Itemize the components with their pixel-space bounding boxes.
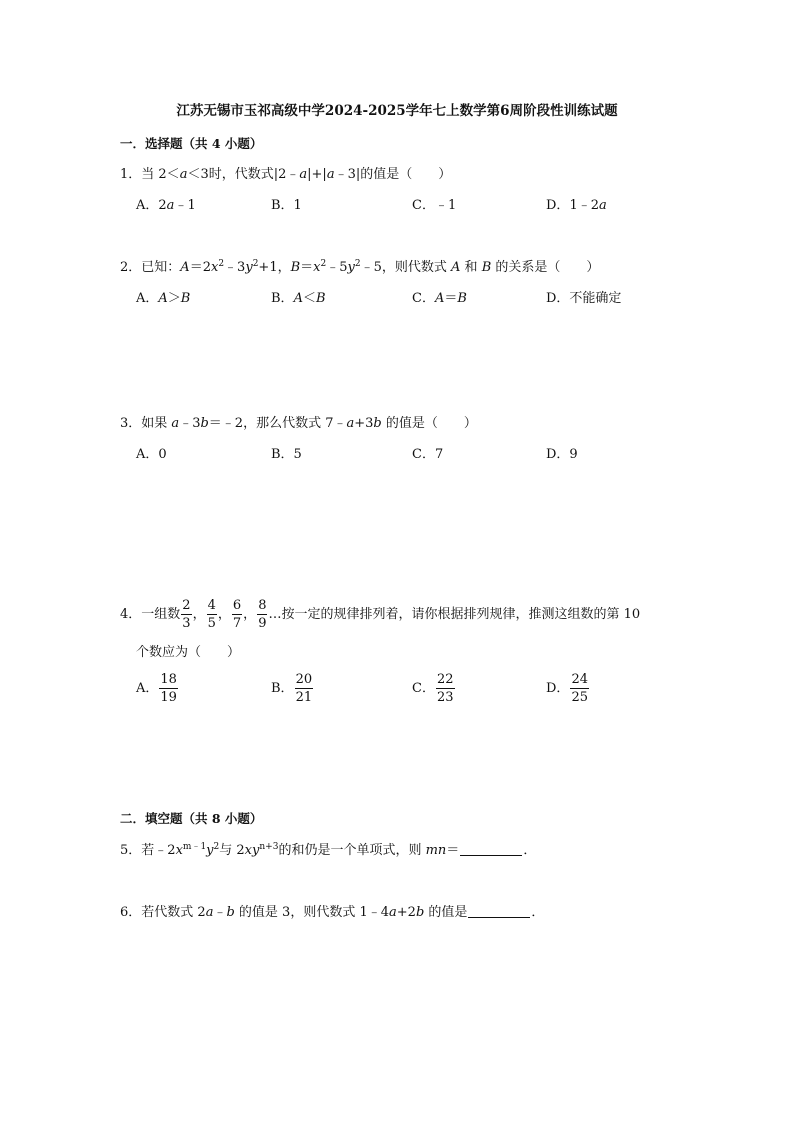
question-1-option-d: D．1﹣2a (546, 198, 607, 213)
question-4-stem: 4．一组数 $\frac{2}{3}$ ， $\frac{4}{5}$ ， $\frac{6}{7}$ ， $\frac{8}{9}$ …按一定的规律排列着，请你根据排列规律，推测这组数的第 10 (120, 598, 641, 631)
question-4-option-d: D． $\frac{24}{25}$ (546, 672, 588, 705)
question-2-option-d: D．不能确定 (546, 291, 622, 306)
question-3-stem: 3．如果 a﹣3b＝﹣2，那么代数式 7﹣a+3b 的值是（ ） (120, 416, 477, 431)
question-1-stem: 1．当 2＜a＜3时，代数式|2﹣a|+|a﹣3|的值是（ ） (120, 167, 452, 182)
fraction: $\frac{2}{3}$ (182, 598, 191, 631)
question-2-option-c: C．A＝B (412, 291, 467, 306)
question-1-option-c: C．﹣1 (412, 198, 457, 213)
question-3-option-d: D．9 (546, 447, 578, 462)
question-4-option-a: A． $\frac{18}{19}$ (136, 672, 177, 705)
fraction: $\frac{4}{5}$ (207, 598, 216, 631)
answer-blank[interactable] (460, 843, 522, 856)
question-4-option-b: B． $\frac{20}{21}$ (271, 672, 313, 705)
question-4-stem-line2: 个数应为（ ） (136, 645, 241, 660)
section-heading-fill-in: 二．填空题（共 8 小题） (120, 811, 263, 826)
question-3-option-c: C．7 (412, 447, 444, 462)
question-2-option-a: A．A＞B (136, 291, 191, 306)
question-1-option-a: A．2a﹣1 (136, 198, 196, 213)
question-1-option-b: B．1 (271, 198, 302, 213)
answer-blank[interactable] (468, 905, 530, 918)
question-2-stem: 2．已知：$A=2x^2﹣3y^2+1$，$B=x^2﹣5y^2﹣5$，则代数式 A 和 B 的关系是（ ） (120, 259, 600, 275)
question-5-stem: 5．若$﹣2x^{m﹣1}y^2$与 $2xy^{n+3}$的和仍是一个单项式，则 mn＝ ． (120, 842, 537, 858)
fraction: $\frac{8}{9}$ (258, 598, 267, 631)
page-title: 江苏无锡市玉祁高级中学2024-2025学年七上数学第6周阶段性训练试题 (176, 103, 618, 119)
fraction: $\frac{6}{7}$ (232, 598, 242, 631)
question-2-option-b: B．A＜B (271, 291, 326, 306)
section-heading-choice: 一．选择题（共 4 小题） (120, 136, 263, 151)
question-4-option-c: C． $\frac{22}{23}$ (412, 672, 454, 705)
question-6-stem: 6．若代数式 2a﹣b 的值是 3，则代数式 1﹣4a+2b 的值是 ． (120, 905, 545, 920)
question-3-option-b: B．5 (271, 447, 302, 462)
question-3-option-a: A．0 (136, 447, 167, 462)
